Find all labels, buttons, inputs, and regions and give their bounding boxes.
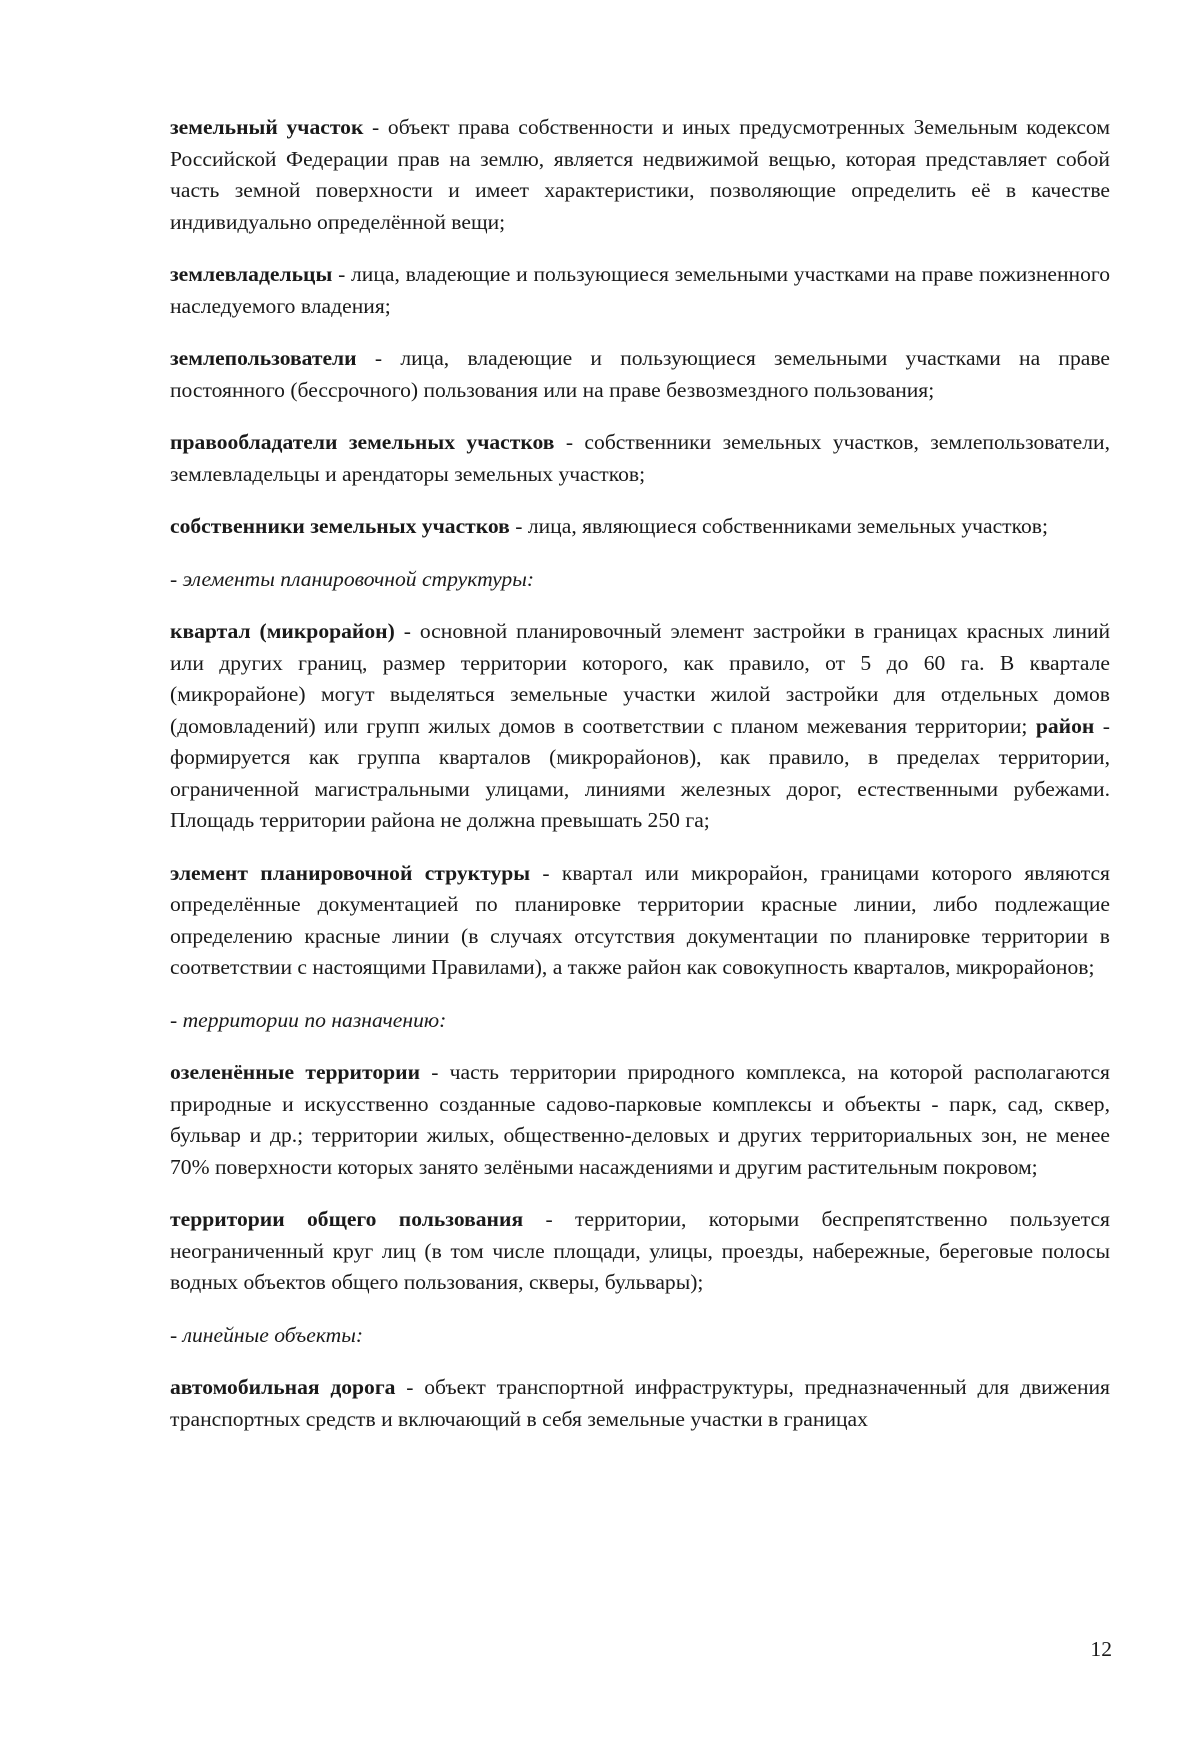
term-land-plot: земельный участок bbox=[170, 115, 364, 139]
definition-owners bbox=[170, 511, 1110, 543]
term-quarter: квартал (микрорайон) bbox=[170, 619, 395, 643]
definition-land-plot bbox=[170, 112, 1110, 238]
definition-text: - собственники земельных участков, землепользователи, землевладельцы и арендаторы земельных участков; bbox=[170, 430, 1110, 486]
definition-text: - формируется как группа кварталов (микрорайонов), как правило, в пределах территории, ограниченной магистральными улицами, линиями железных дорог, естественными рубежами. Площадь территории района не должна превышать 250 га; bbox=[170, 713, 1110, 832]
definition-text: - лица, владеющие и пользующиеся земельными участками на праве пожизненного наследуемого владения; bbox=[170, 262, 1110, 318]
section-heading-planning-structure: - элементы планировочной структуры: bbox=[170, 566, 535, 591]
definition-text: - лица, являющиеся собственниками земельных участков; bbox=[509, 514, 1048, 538]
section-heading-territories-by-purpose: - территории по назначению: bbox=[170, 1007, 447, 1032]
definition-road bbox=[170, 1372, 1110, 1435]
definition-green-areas bbox=[170, 1057, 1110, 1183]
definition-text: - основной планировочный элемент застройки в границах красных линий или других границ, размер территории которого, как правило, от 5 до 60 га. В квартале (микрорайоне) могут выделяться земельные участки жилой застройки для отдельных домов (домовладений) или групп жилых домов в соответствии с планом межевания территории; bbox=[170, 619, 1110, 738]
definition-right-holders bbox=[170, 427, 1110, 490]
term-public-areas: территории общего пользования bbox=[170, 1207, 524, 1231]
term-green-areas: озеленённые территории bbox=[170, 1060, 421, 1084]
page-number: 12 bbox=[1090, 1637, 1112, 1661]
definition-landowners bbox=[170, 259, 1110, 322]
term-landowners: землевладельцы bbox=[170, 262, 333, 286]
definition-text: - лица, владеющие и пользующиеся земельными участками на праве постоянного (бессрочного) пользования или на праве безвозмездного пользования; bbox=[170, 346, 1110, 402]
term-land-users: землепользователи bbox=[170, 346, 357, 370]
definition-text: - объект права собственности и иных предусмотренных Земельным кодексом Российской Федерации прав на землю, является недвижимой вещью, которая представляет собой часть земной поверхности и имеет характеристики, позволяющие определить её в качестве индивидуально определённой вещи; bbox=[170, 115, 1110, 234]
definition-text: - территории, которыми беспрепятственно пользуется неограниченный круг лиц (в том числе площади, улицы, проезды, набережные, береговые полосы водных объектов общего пользования, скверы, бульвары); bbox=[170, 1207, 1110, 1294]
definition-planning-element bbox=[170, 858, 1110, 984]
term-planning-element: элемент планировочной структуры bbox=[170, 860, 531, 885]
term-road: автомобильная дорога bbox=[170, 1375, 396, 1399]
section-heading-linear-objects: - линейные объекты: bbox=[170, 1322, 364, 1347]
definition-public-areas bbox=[170, 1204, 1110, 1299]
document-page bbox=[170, 112, 1110, 1456]
definition-text: - часть территории природного комплекса, на которой располагаются природные и искусственно созданные садово-парковые комплексы и объекты - парк, сад, сквер, бульвар и др.; территории жилых, общественно-деловых и других территориальных зон, не менее 70% поверхности которых занято зелёными насаждениями и другим растительным покровом; bbox=[170, 1060, 1110, 1179]
term-owners: собственники земельных участков bbox=[170, 514, 510, 538]
definition-text: - объект транспортной инфраструктуры, предназначенный для движения транспортных средств и включающий в себя земельные участки в границах bbox=[170, 1375, 1110, 1431]
definition-text: - квартал или микрорайон, границами которого являются определённые документацией по планировке территории красные линии, либо подлежащие определению красные линии (в случаях отсутствия документации по планировке территории в соответствии с настоящими Правилами), а также район как совокупность кварталов, микрорайонов; bbox=[170, 860, 1110, 979]
term-right-holders: правообладатели земельных участков bbox=[170, 430, 555, 454]
definition-quarter bbox=[170, 616, 1110, 837]
term-district: район bbox=[1035, 713, 1095, 738]
definition-land-users bbox=[170, 343, 1110, 406]
